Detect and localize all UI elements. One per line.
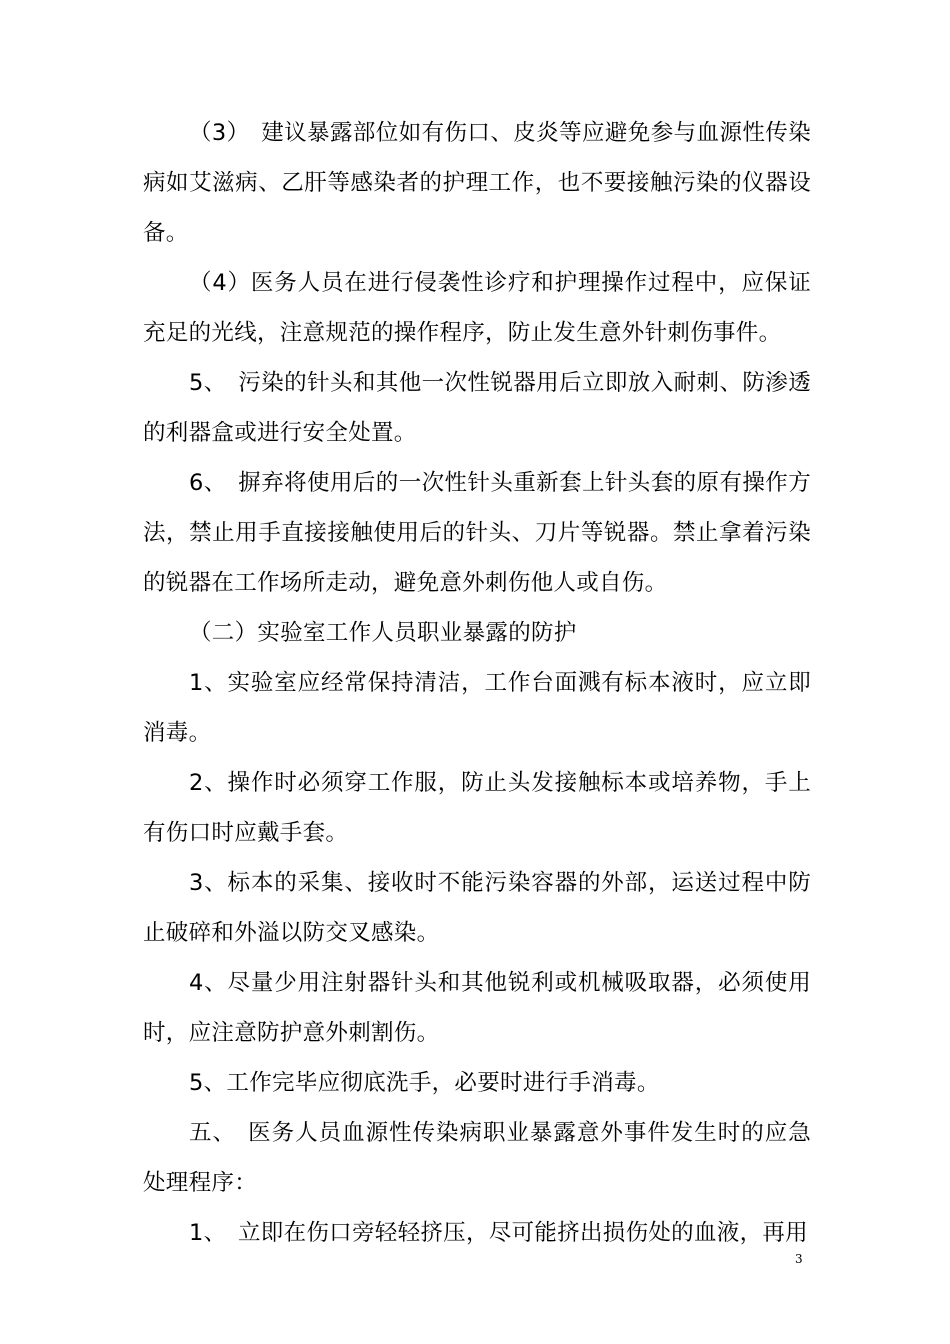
page-number: 3	[795, 1252, 803, 1266]
paragraph-lab-5-hand-washing: 5、工作完毕应彻底洗手，必要时进行手消毒。	[189, 1070, 660, 1096]
paragraph-lab-1-clean: 1、实验室应经常保持清洁，工作台面溅有标本液时，应立即消毒。	[143, 670, 811, 746]
section-heading-emergency-procedure: 五、 医务人员血源性传染病职业暴露意外事件发生时的应急处理程序：	[143, 1120, 811, 1196]
paragraph-lab-4-syringe-needles: 4、尽量少用注射器针头和其他锐利或机械吸取器，必须使用时，应注意防护意外刺割伤。	[143, 970, 811, 1046]
paragraph-lab-2-work-clothes: 2、操作时必须穿工作服，防止头发接触标本或培养物，手上有伤口时应戴手套。	[143, 770, 811, 846]
paragraph-4-invasive-procedure: （4）医务人员在进行侵袭性诊疗和护理操作过程中，应保证充足的光线，注意规范的操作程序，防止发生意外针刺伤事件。	[143, 270, 811, 346]
paragraph-lab-3-specimen-collection: 3、标本的采集、接收时不能污染容器的外部，运送过程中防止破碎和外溢以防交叉感染。	[143, 870, 811, 946]
paragraph-6-no-recapping: 6、 摒弃将使用后的一次性针头重新套上针头套的原有操作方法，禁止用手直接接触使用后的针头、刀片等锐器。禁止拿着污染的锐器在工作场所走动，避免意外刺伤他人或自伤。	[143, 470, 811, 596]
paragraph-3-wound-avoid-care: （3） 建议暴露部位如有伤口、皮炎等应避免参与血源性传染病如艾滋病、乙肝等感染者的护理工作，也不要接触污染的仪器设备。	[143, 120, 811, 246]
paragraph-5-sharps-container: 5、 污染的针头和其他一次性锐器用后立即放入耐刺、防渗透的利器盒或进行安全处置。	[143, 370, 811, 446]
section-heading-lab-staff-protection: （二）实验室工作人员职业暴露的防护	[189, 620, 577, 646]
document-body	[143, 108, 811, 1258]
paragraph-emergency-1-squeeze-wound: 1、 立即在伤口旁轻轻挤压，尽可能挤出损伤处的血液，再用	[189, 1220, 808, 1246]
